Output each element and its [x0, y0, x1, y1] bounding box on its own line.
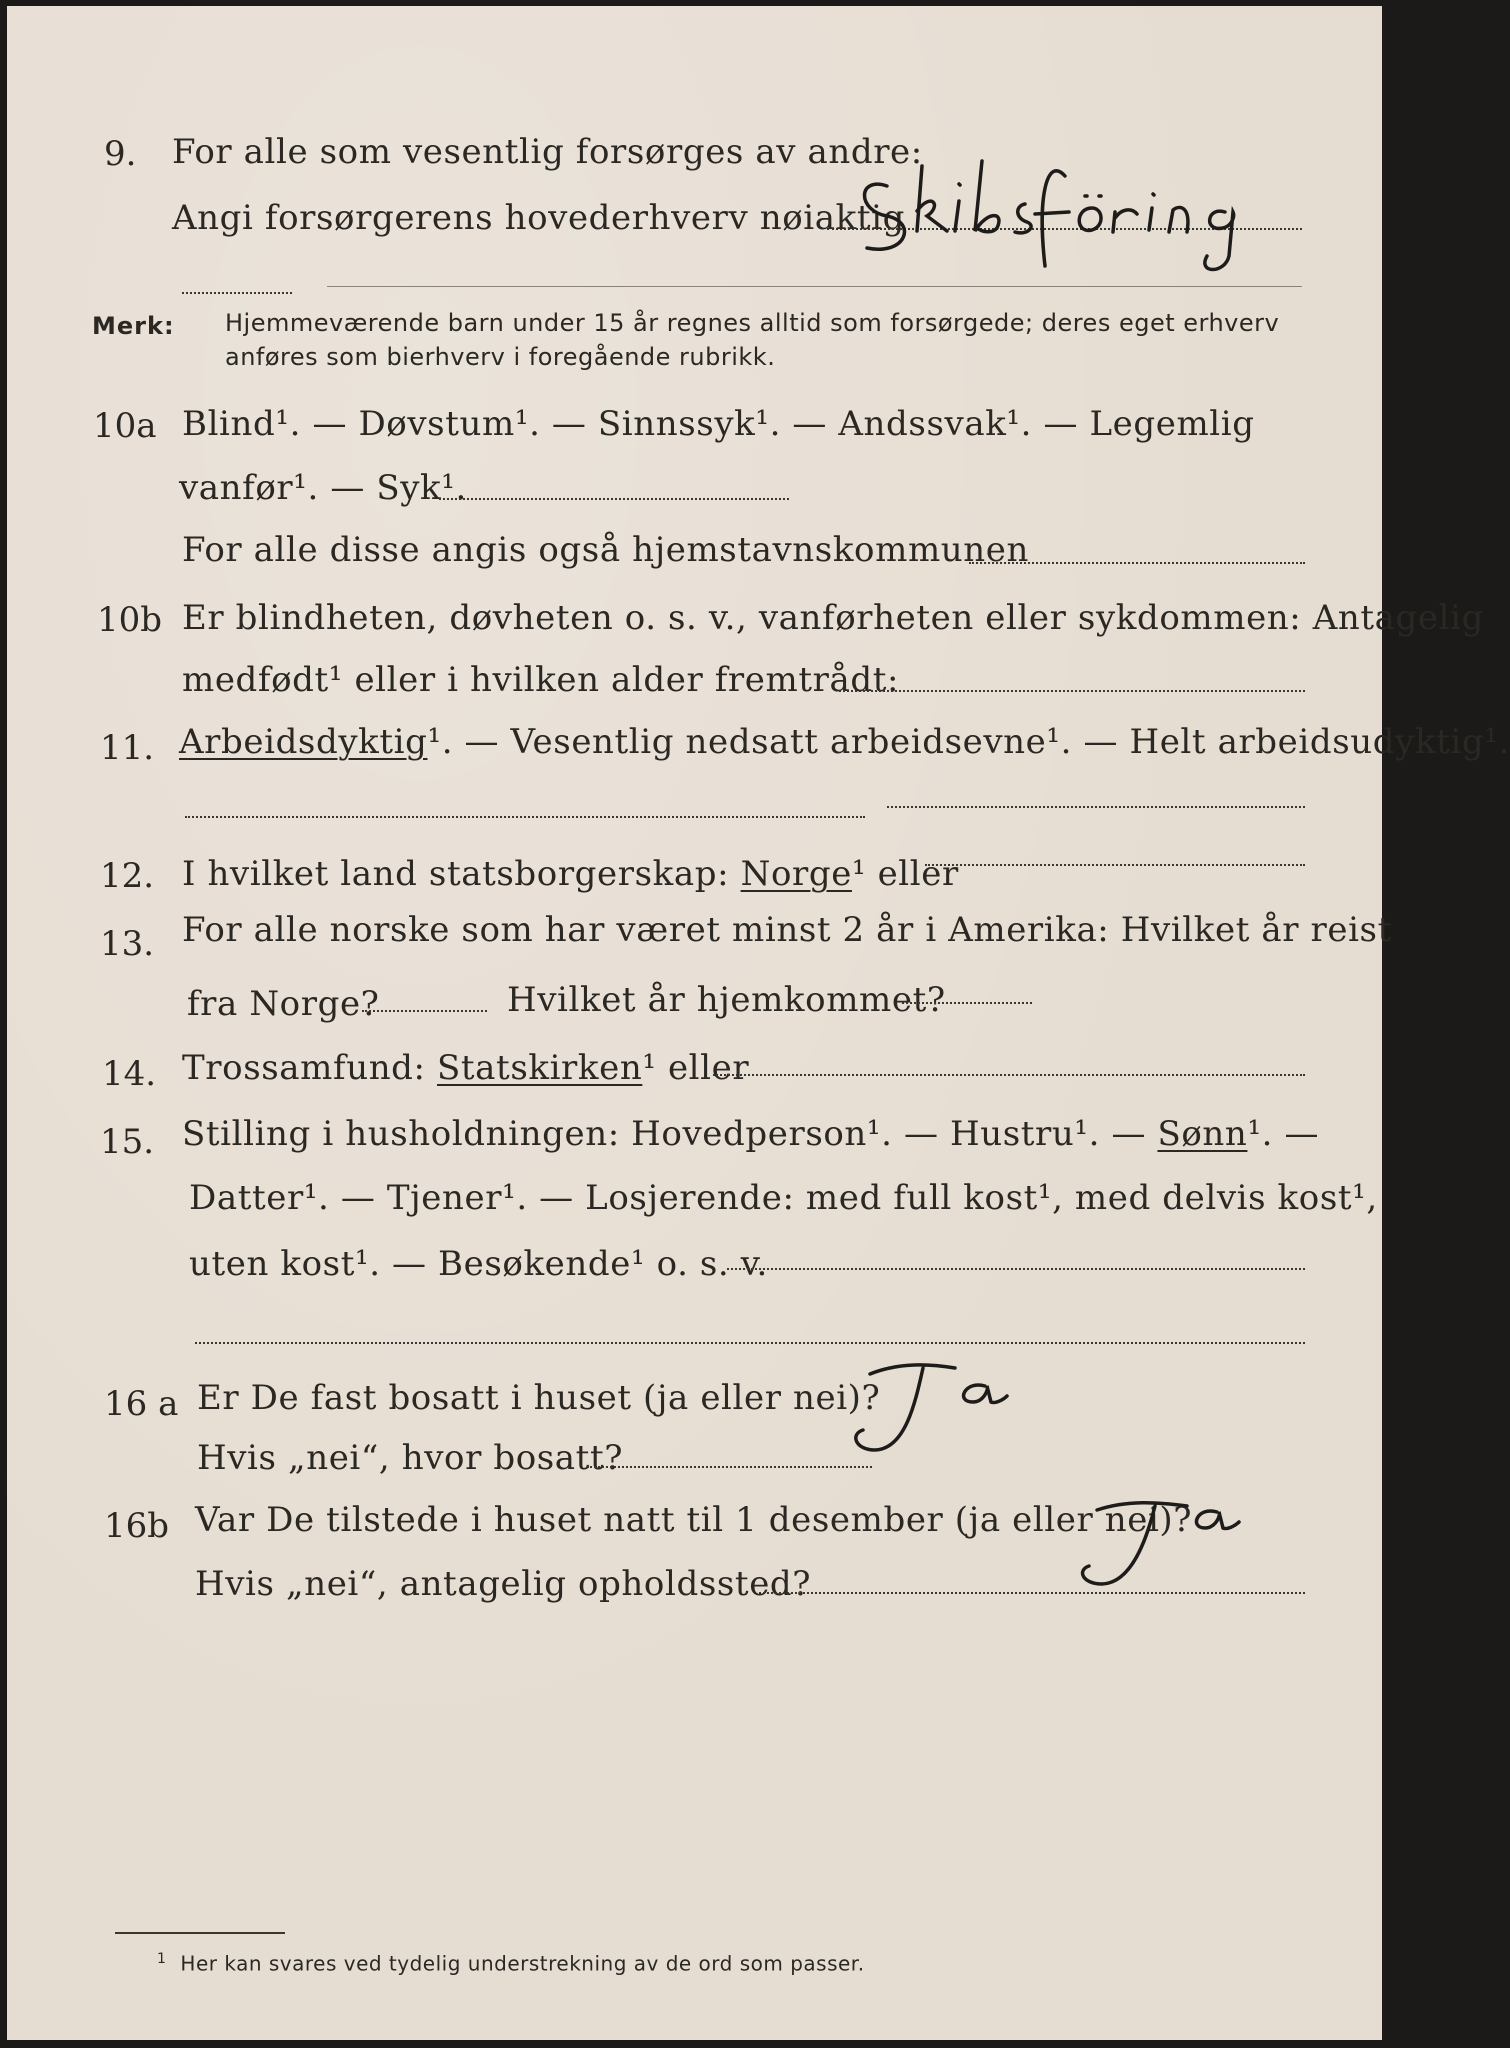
q15-line1 [182, 1114, 1319, 1154]
q13-number: 13. [100, 924, 155, 964]
q10a-kommune-line [969, 562, 1305, 564]
q11-line [179, 722, 1510, 762]
q16a-number: 16 a [104, 1384, 179, 1424]
q15-line3: uten kost¹. — Besøkende¹ o. s. v. [189, 1244, 768, 1284]
q13-line1: For alle norske som har været minst 2 år i Amerika: Hvilket år reist [182, 910, 1392, 950]
q10a-line1: Blind¹. — Døvstum¹. — Sinnssyk¹. — Andssvak¹. — Legemlig [182, 404, 1255, 444]
q9-extra-line-left [182, 292, 292, 294]
q14-line [182, 1048, 749, 1088]
q12-option-norge: Norge [740, 854, 852, 894]
q15-number: 15. [100, 1122, 155, 1162]
q10b-answer-line [839, 690, 1305, 692]
q13-reist-line [362, 1010, 487, 1012]
q15-line2: Datter¹. — Tjener¹. — Losjerende: med full kost¹, med delvis kost¹, [189, 1178, 1378, 1218]
q11-rest: ¹. — Vesentlig nedsatt arbeidsevne¹. — Helt arbeidsudyktig¹. [427, 722, 1510, 762]
merk-label: Merk: [92, 312, 175, 340]
q13-line2b: Hvilket år hjemkommet? [507, 980, 946, 1020]
q12-line [182, 854, 959, 894]
q16a-line2: Hvis „nei“, hvor bosatt? [197, 1438, 624, 1478]
q16b-line1: Var De tilstede i huset natt til 1 desember (ja eller nei)? [195, 1500, 1193, 1540]
q16a-bosatt-line [587, 1466, 872, 1468]
merk-line1: Hjemmeværende barn under 15 år regnes alltid som forsørgede; deres eget erhverv [225, 309, 1280, 337]
q15-answer-line [727, 1268, 1305, 1270]
q12-prefix: I hvilket land statsborgerskap: [182, 854, 730, 894]
census-form-page [7, 6, 1510, 2040]
q15-option-sonn: Sønn [1157, 1114, 1248, 1154]
q12-suffix: ¹ eller [851, 854, 959, 894]
q15-line1-end: ¹. — [1247, 1114, 1320, 1154]
q11-line-left [185, 816, 865, 818]
q10a-line2: vanfør¹. — Syk¹. [179, 468, 467, 508]
q9-extra-line-right [327, 286, 1302, 287]
q16a-line1: Er De fast bosatt i huset (ja eller nei)? [197, 1378, 881, 1418]
q15-line1-text: Stilling i husholdningen: Hovedperson¹. — Hustru¹. — [182, 1114, 1147, 1154]
q13-hjemkommet-line [902, 1002, 1032, 1004]
q10a-number: 10a [93, 406, 157, 446]
q16b-number: 16b [104, 1506, 170, 1546]
q9-handwritten-answer [847, 156, 1307, 280]
q14-number: 14. [102, 1054, 157, 1094]
q9-line2: Angi forsørgerens hovederhverv nøiaktig [172, 198, 905, 238]
q13-line2a: fra Norge? [187, 984, 380, 1024]
footnote-rule [115, 1932, 285, 1934]
q15-extra-line [195, 1342, 1305, 1344]
q10b-line2: medfødt¹ eller i hvilken alder fremtrådt: [182, 660, 900, 700]
q10a-line3: For alle disse angis også hjemstavnskommunen [182, 530, 1029, 570]
q14-option-statskirken: Statskirken [437, 1048, 643, 1088]
q16b-handwritten-answer [1067, 1488, 1267, 1602]
q14-prefix: Trossamfund: [182, 1048, 426, 1088]
q10b-line1: Er blindheten, døvheten o. s. v., vanførheten eller sykdommen: Antagelig [182, 598, 1484, 638]
merk-line2: anføres som bierhverv i foregående rubrikk. [225, 343, 776, 371]
q12-answer-line [925, 864, 1305, 866]
q12-number: 12. [100, 856, 155, 896]
q10b-number: 10b [97, 600, 163, 640]
footnote-mark: 1 [157, 1951, 167, 1967]
footnote-text: Her kan svares ved tydelig understrekning av de ord som passer. [180, 1951, 865, 1976]
q16b-line2: Hvis „nei“, antagelig opholdssted? [195, 1564, 812, 1604]
q9-number: 9. [104, 134, 137, 174]
q14-suffix: ¹ eller [642, 1048, 750, 1088]
q10a-syk-line [439, 498, 789, 500]
q11-line-right [887, 806, 1305, 808]
q11-option-arbeidsdyktig: Arbeidsdyktig [179, 722, 428, 762]
q16a-handwritten-answer [845, 1354, 1025, 1468]
q14-answer-line [713, 1074, 1305, 1076]
footnote [157, 1951, 865, 1976]
q16b-opholdssted-line [759, 1592, 1305, 1594]
q11-number: 11. [100, 728, 155, 768]
q9-line1: For alle som vesentlig forsørges av andre: [172, 132, 923, 172]
